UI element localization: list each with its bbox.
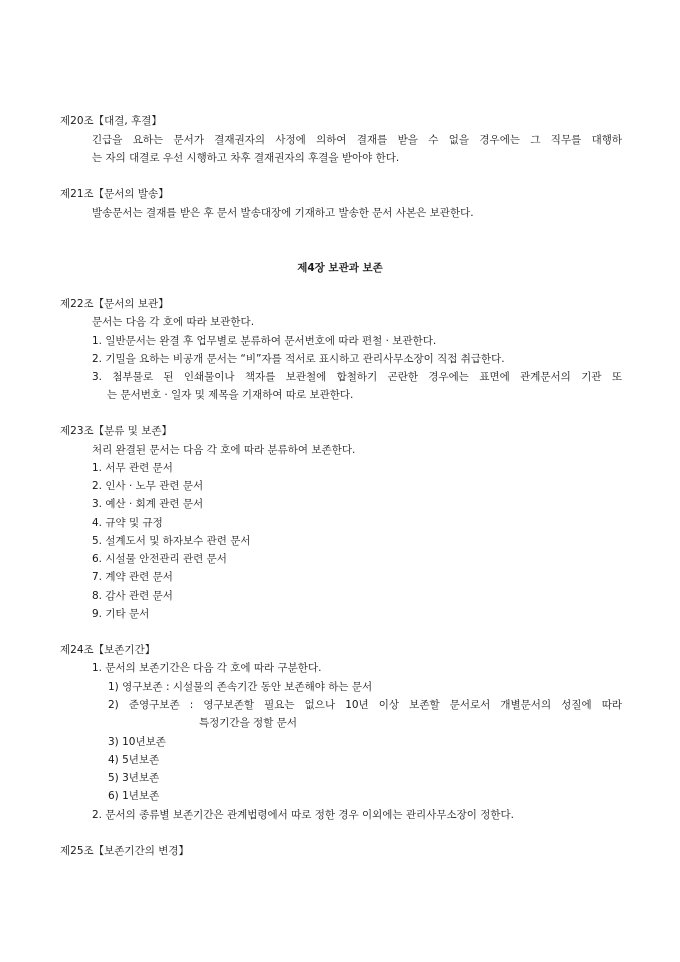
article-24-sub-3: 3) 10년보존 [108,736,166,748]
chapter-4-title: 제4장 보관과 보존 [297,262,383,274]
article-24-sub-5: 5) 3년보존 [108,772,160,784]
article-24-heading: 제24조【보존기간】 [60,644,156,656]
article-24-item-1: 1. 문서의 보존기간은 다음 각 호에 따라 구분한다. [92,662,322,674]
article-21-text: 발송문서는 결재를 받은 후 문서 발송대장에 기재하고 발송한 문서 사본은 보관한다. [92,207,474,219]
article-22-item-2: 2. 기밀을 요하는 비공개 문서는 “비”자를 적서로 표시하고 관리사무소장이 직접 취급한다. [92,353,505,365]
article-22-item-3-line2: 는 문서번호 · 일자 및 제목을 기재하여 따로 보관한다. [107,389,354,401]
article-23-item: 4. 규약 및 규정 [92,517,163,529]
article-20-heading: 제20조【대결, 후결】 [60,115,162,127]
article-23-item: 8. 감사 관련 문서 [92,590,173,602]
article-20-text-line2: 는 자의 대결로 우선 시행하고 차후 결재권자의 후결을 받아야 한다. [92,152,400,164]
article-25-heading: 제25조【보존기간의 변경】 [60,845,189,857]
article-23-item: 1. 서무 관련 문서 [92,462,173,474]
article-23-item: 6. 시설물 안전관리 관련 문서 [92,553,227,565]
article-23-item: 3. 예산 · 회계 관련 문서 [92,498,204,510]
article-24-sub-6: 6) 1년보존 [108,790,160,802]
article-22-item-1: 1. 일반문서는 완결 후 업무별로 분류하여 문서번호에 따라 편철 · 보관한다. [92,335,437,347]
article-23-heading: 제23조【분류 및 보존】 [60,425,173,437]
article-22-item-3-line1: 3. 첨부물로 된 인쇄물이나 책자를 보관철에 합철하기 곤란한 경우에는 표면에 관계문서의 기관 또 [92,371,622,383]
article-23-item: 5. 설계도서 및 하자보수 관련 문서 [92,535,251,547]
article-22-heading: 제22조【문서의 보관】 [60,298,169,310]
article-24-sub-2-line1: 2) 준영구보존 : 영구보존할 필요는 없으나 10년 이상 보존할 문서로서 개별문서의 성질에 따라 [108,699,622,711]
article-24-sub-4: 4) 5년보존 [108,754,160,766]
article-21-heading: 제21조【문서의 발송】 [60,188,169,200]
article-20-text-line1: 긴급을 요하는 문서가 결재권자의 사정에 의하여 결재를 받을 수 없을 경우에는 그 직무를 대행하 [92,134,622,146]
article-23-item: 7. 계약 관련 문서 [92,571,173,583]
article-24-sub-2-line2: 특정기간을 정할 문서 [199,717,297,729]
article-23-item: 2. 인사 · 노무 관련 문서 [92,480,204,492]
article-22-intro: 문서는 다음 각 호에 따라 보관한다. [92,316,255,328]
article-23-intro: 처리 완결된 문서는 다음 각 호에 따라 분류하여 보존한다. [92,444,356,456]
article-24-item-2: 2. 문서의 종류별 보존기간은 관계법령에서 따로 정한 경우 이외에는 관리사무소장이 정한다. [92,809,515,821]
article-23-item: 9. 기타 문서 [92,608,150,620]
article-24-sub-1: 1) 영구보존 : 시설물의 존속기간 동안 보존해야 하는 문서 [108,681,373,693]
